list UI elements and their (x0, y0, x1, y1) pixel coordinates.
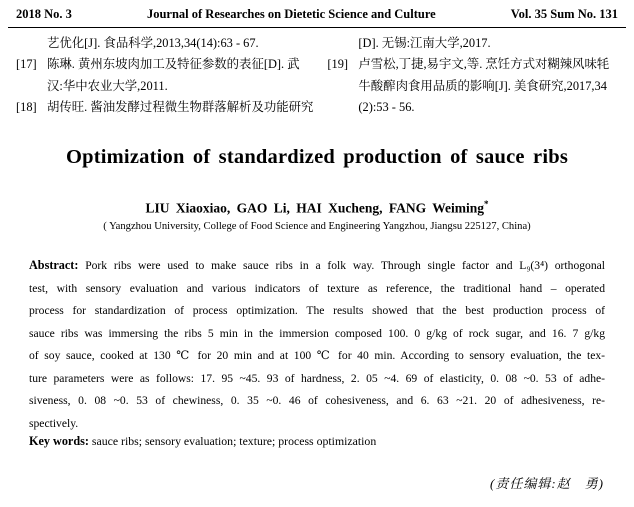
journal-header (16, 7, 618, 22)
reference-number: [17] (16, 57, 37, 72)
abstract-block (29, 254, 605, 435)
reference-number: [19] (327, 57, 349, 72)
header-issue: 2018 No. 3 (16, 7, 72, 21)
reference-line: 牛酸醡肉食用品质的影响[J]. 美食研究,2017,34 (358, 78, 607, 93)
keywords-line (29, 434, 605, 449)
references-right-column (327, 33, 620, 118)
reference-line: 汉:华中农业大学,2011. (47, 78, 168, 93)
editor-note: (责任编辑:赵 勇) (490, 476, 604, 491)
reference-line: 艺优化[J]. 食品科学,2013,34(14):63 - 67. (47, 36, 259, 50)
references-section (16, 33, 620, 118)
authors-names: LIU Xiaoxiao, GAO Li, HAI Xucheng, FANG Weiming (145, 200, 485, 216)
header-volume: Vol. 35 Sum No. 131 (510, 7, 618, 21)
corresponding-author-mark: * (484, 199, 489, 209)
references-left-column (16, 33, 313, 118)
abstract-line: Abstract: Pork ribs were used to make sauce ribs in a folk way. Through single factor and L₉(3⁴) orthogonal (29, 258, 605, 272)
keywords-text: sauce ribs; sensory evaluation; texture; process optimization (88, 434, 377, 448)
reference-number: [18] (16, 99, 37, 114)
article-title: Optimization of standardized production of sauce ribs (65, 146, 569, 168)
abstract-line: ture parameters were as follows: 17. 95 ~45. 93 of hardness, 2. 05 ~4. 69 of elasticity, 0. 08 ~0. 53 of adhe- (29, 371, 605, 385)
reference-line: [17] 陈琳. 黄州东坡肉加工及特征参数的表征[D]. 武 (16, 54, 313, 75)
affiliation: ( Yangzhou University, College of Food Science and Engineering Yangzhou, Jiangsu 225127, China) (103, 221, 531, 232)
keywords-label: Key words: (29, 434, 89, 448)
reference-line: [19] 卢雪松,丁捷,易宇文,等. 烹饪方式对糊辣风味牦 (327, 54, 620, 75)
header-journal-title: Journal of Researches on Dietetic Science and Culture (146, 7, 436, 21)
abstract-line: sauce ribs was immersing the ribs 5 min in the immersion composed 100. 0 g/kg of rock sugar, and 16. 7 g/kg (29, 326, 605, 340)
abstract-line: process for standardization of process optimization. The results showed that the best production process of (29, 304, 605, 317)
reference-line: (2):53 - 56. (358, 99, 415, 114)
header-rule (8, 27, 626, 28)
abstract-line: of soy sauce, cooked at 130 ℃ for 20 min and at 100 ℃ for 40 min. According to sensory evaluation, the tex- (29, 349, 605, 362)
reference-line: [18] 胡传旺. 酱油发酵过程微生物群落解析及功能研究 (16, 97, 313, 118)
abstract-label: Abstract: (29, 258, 79, 272)
reference-line: [D]. 无锡:江南大学,2017. (358, 36, 491, 50)
abstract-line: test, with sensory evaluation and various indicators of texture as reference, the traditional hand – operated (29, 281, 605, 295)
authors-line (0, 199, 634, 217)
abstract-line: siveness, 0. 08 ~0. 53 of chewiness, 0. 35 ~0. 46 of cohesiveness, and 6. 63 ~21. 20 of adhesiveness, re- (29, 394, 605, 407)
abstract-line: spectively. (29, 416, 79, 430)
